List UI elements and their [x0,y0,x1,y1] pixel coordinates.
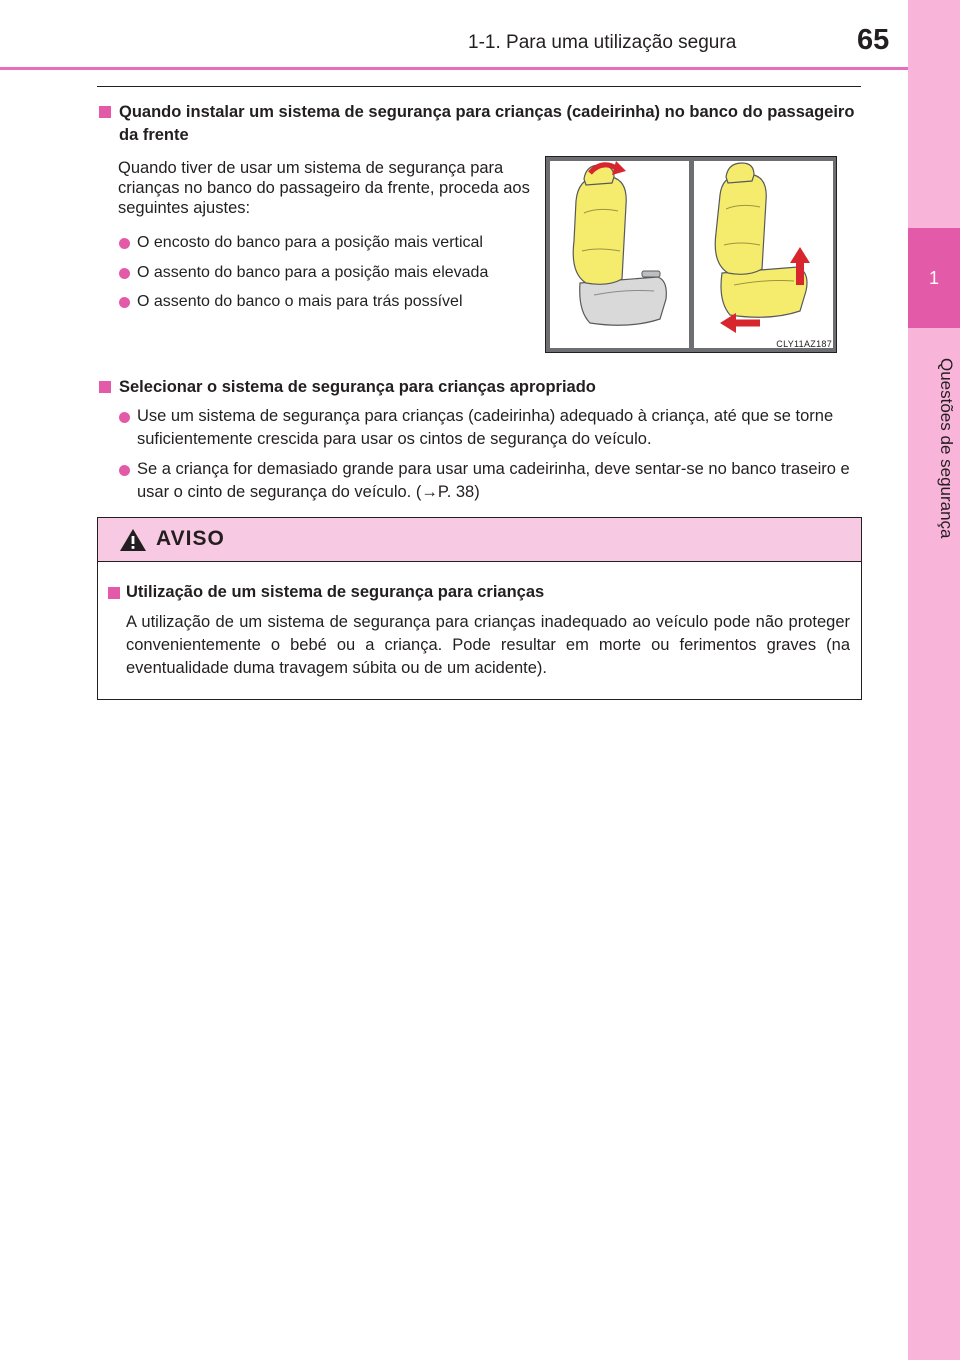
warning-heading: Utilização de um sistema de segurança para crianças [126,583,545,601]
warning-title: AVISO [156,527,225,550]
figure-code: CLY11AZ187 [776,339,832,349]
section1-heading: Quando instalar um sistema de segurança para crianças (cadeirinha) no banco do passageiro da frente [119,103,855,144]
bullet-dot [119,238,130,249]
seat-adjustment-illustration [545,156,837,353]
warning-box [97,517,862,700]
side-tab [908,0,960,1360]
bullet-dot [119,297,130,308]
seat-panel-right [694,161,833,348]
chapter-title: Questões de segurança [937,357,956,539]
section2-bullet-2: Se a criança for demasiado grande para usar uma cadeirinha, deve sentar-se no banco traseiro e usar o cinto de segurança do veículo. (→P. 38) [137,460,850,501]
header-rule [0,67,908,70]
seat-panel-left [550,161,689,348]
section1-bullet-3: O assento do banco o mais para trás possível [137,293,463,310]
section2-bullet-1: Use um sistema de segurança para crianças (cadeirinha) adequado à criança, até que se torne suficientemente crescida para usar os cintos de segurança do veículo. [137,407,834,448]
section1-bullet-1: O encosto do banco para a posição mais vertical [137,234,483,251]
content-top-rule [97,86,861,87]
chapter-number: 1 [928,267,939,288]
section1-intro: Quando tiver de usar um sistema de segurança para crianças no banco do passageiro da frente, proceda aos seguintes ajustes: [118,159,530,217]
heading-marker [99,381,111,393]
heading-marker [108,587,120,599]
section2-heading: Selecionar o sistema de segurança para crianças apropriado [119,378,596,396]
section-title: 1-1. Para uma utilização segura [468,32,737,53]
bullet-dot [119,412,130,423]
bullet-dot [119,465,130,476]
warning-text: A utilização de um sistema de segurança para crianças inadequado ao veículo pode não proteger convenientemente o bebé ou a criança. Pode resultar em morte ou ferimentos graves (na eventualidade duma travagem súbita ou de um acidente). [126,613,850,677]
bullet-dot [119,268,130,279]
heading-marker [99,106,111,118]
warning-header [98,518,861,562]
warning-triangle-icon [119,528,147,552]
seat-upright-icon [550,161,689,348]
page-number: 65 [857,24,890,56]
seat-raised-rearward-icon [694,161,833,348]
section1-bullet-2: O assento do banco para a posição mais elevada [137,264,489,281]
chapter-number-box [908,228,960,328]
